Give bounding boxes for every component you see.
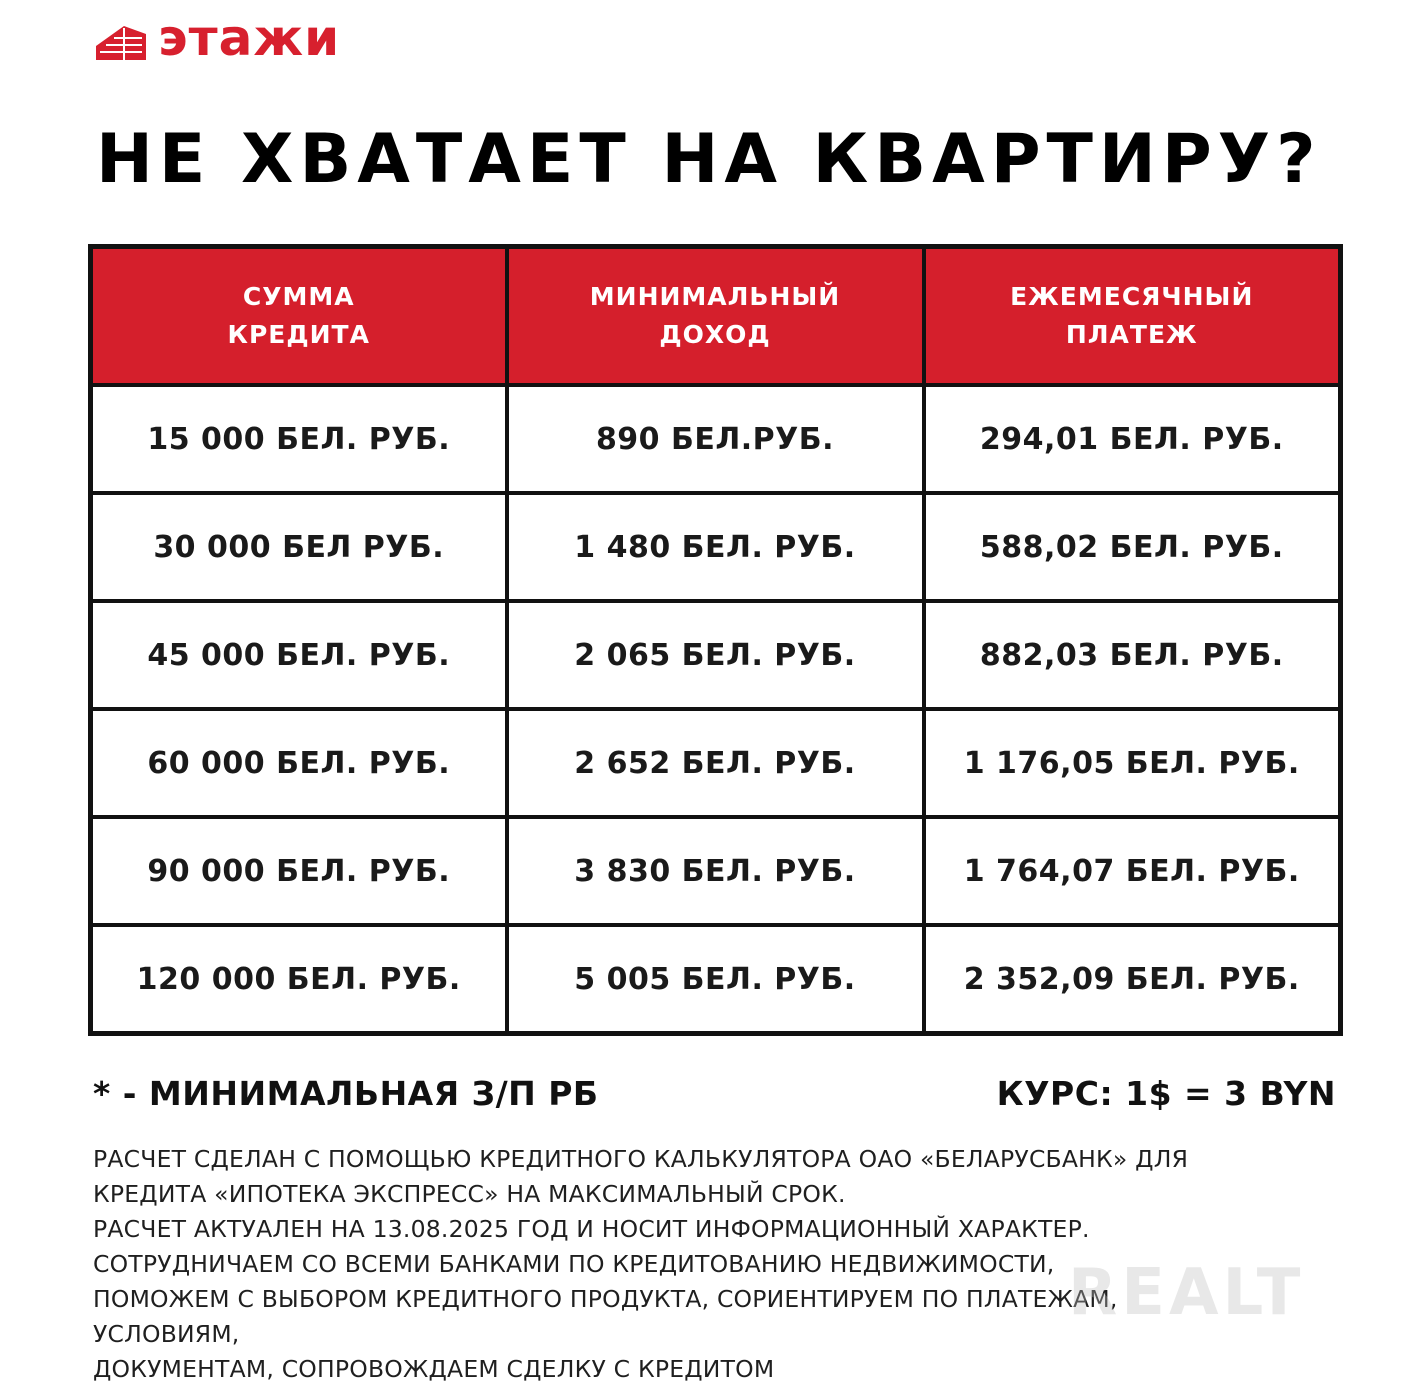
disclaimer-line: ПОМОЖЕМ С ВЫБОРОМ КРЕДИТНОГО ПРОДУКТА, СОРИЕНТИРУЕМ ПО ПЛАТЕЖАМ, (93, 1285, 1118, 1313)
notes-row (93, 1074, 1336, 1113)
table-row (91, 601, 1341, 709)
loan-amount-cell: 45 000 БЕЛ. РУБ. (91, 601, 507, 709)
disclaimer-line: ДОКУМЕНТАМ, СОПРОВОЖДАЕМ СДЕЛКУ С КРЕДИТОМ (93, 1355, 775, 1383)
table-row (91, 925, 1341, 1034)
disclaimer-line: СОТРУДНИЧАЕМ СО ВСЕМИ БАНКАМИ ПО КРЕДИТОВАНИЮ НЕДВИЖИМОСТИ, (93, 1250, 1055, 1278)
table-row (91, 817, 1341, 925)
disclaimer-line: РАСЧЕТ СДЕЛАН С ПОМОЩЬЮ КРЕДИТНОГО КАЛЬКУЛЯТОРА ОАО «БЕЛАРУСБАНК» ДЛЯ (93, 1145, 1189, 1173)
table-row (91, 385, 1341, 493)
min-income-cell: 2 065 БЕЛ. РУБ. (507, 601, 924, 709)
table-header-row (91, 247, 1341, 386)
footnote: * - МИНИМАЛЬНАЯ З/П РБ (93, 1074, 599, 1113)
loan-amount-cell: 60 000 БЕЛ. РУБ. (91, 709, 507, 817)
min-income-cell: 2 652 БЕЛ. РУБ. (507, 709, 924, 817)
monthly-payment-cell: 882,03 БЕЛ. РУБ. (924, 601, 1341, 709)
column-header-min-income: МИНИМАЛЬНЫЙ ДОХОД (507, 247, 924, 386)
table-row (91, 493, 1341, 601)
disclaimer-line: КРЕДИТА «ИПОТЕКА ЭКСПРЕСС» НА МАКСИМАЛЬНЫЙ СРОК. (93, 1180, 846, 1208)
credit-table (88, 244, 1343, 1036)
table-row (91, 709, 1341, 817)
brand-logo (96, 9, 341, 67)
monthly-payment-cell: 294,01 БЕЛ. РУБ. (924, 385, 1341, 493)
watermark: REALT (1068, 1256, 1305, 1330)
monthly-payment-cell: 588,02 БЕЛ. РУБ. (924, 493, 1341, 601)
loan-amount-cell: 30 000 БЕЛ РУБ. (91, 493, 507, 601)
min-income-cell: 890 БЕЛ.РУБ. (507, 385, 924, 493)
loan-amount-cell: 90 000 БЕЛ. РУБ. (91, 817, 507, 925)
disclaimer-line: РАСЧЕТ АКТУАЛЕН НА 13.08.2025 ГОД И НОСИТ ИНФОРМАЦИОННЫЙ ХАРАКТЕР. (93, 1215, 1090, 1243)
monthly-payment-cell: 1 176,05 БЕЛ. РУБ. (924, 709, 1341, 817)
min-income-cell: 1 480 БЕЛ. РУБ. (507, 493, 924, 601)
loan-amount-cell: 120 000 БЕЛ. РУБ. (91, 925, 507, 1034)
column-header-monthly-payment: ЕЖЕМЕСЯЧНЫЙ ПЛАТЕЖ (924, 247, 1341, 386)
page-title: НЕ ХВАТАЕТ НА КВАРТИРУ? (96, 120, 1322, 199)
monthly-payment-cell: 2 352,09 БЕЛ. РУБ. (924, 925, 1341, 1034)
min-income-cell: 5 005 БЕЛ. РУБ. (507, 925, 924, 1034)
loan-amount-cell: 15 000 БЕЛ. РУБ. (91, 385, 507, 493)
disclaimer-line: УСЛОВИЯМ, (93, 1320, 240, 1348)
exchange-rate: КУРС: 1$ = 3 BYN (996, 1074, 1336, 1113)
monthly-payment-cell: 1 764,07 БЕЛ. РУБ. (924, 817, 1341, 925)
min-income-cell: 3 830 БЕЛ. РУБ. (507, 817, 924, 925)
building-icon (96, 20, 146, 60)
brand-name: этажи (158, 9, 341, 67)
column-header-loan-amount: СУММА КРЕДИТА (91, 247, 507, 386)
